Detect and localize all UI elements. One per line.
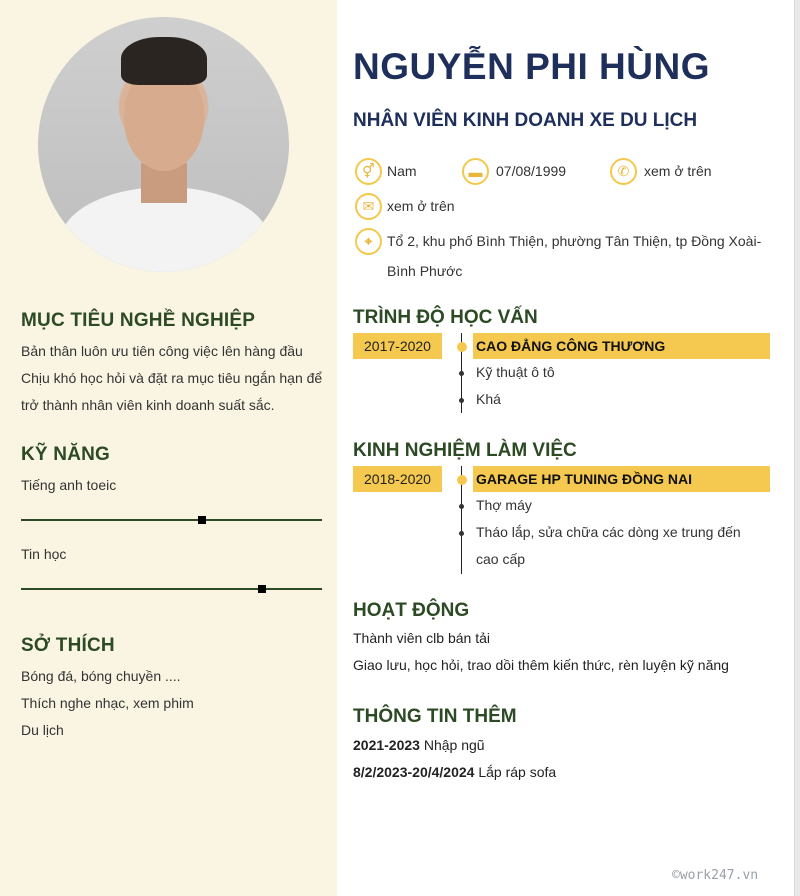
experience-detail: Thợ máy xyxy=(476,497,532,513)
company-name: GARAGE HP TUNING ĐỒNG NAI xyxy=(473,466,770,492)
additional-text: Lắp ráp sofa xyxy=(478,764,557,780)
skill-bar xyxy=(21,519,322,521)
timeline-bullet xyxy=(459,531,464,536)
email-value: xem ở trên xyxy=(387,198,455,214)
experience-period: 2018-2020 xyxy=(353,466,442,492)
hobby-item: Du lịch xyxy=(21,722,64,738)
timeline-dot xyxy=(457,475,467,485)
skill-name: Tin học xyxy=(21,546,67,562)
objective-line: Bản thân luôn ưu tiên công việc lên hàng đầu xyxy=(21,343,303,359)
experience-heading: KINH NGHIỆM LÀM VIỆC xyxy=(353,440,577,461)
timeline-dot xyxy=(457,342,467,352)
education-period: 2017-2020 xyxy=(353,333,442,359)
activities-heading: HOẠT ĐỘNG xyxy=(353,600,470,621)
avatar xyxy=(38,17,289,272)
hobby-item: Thích nghe nhạc, xem phim xyxy=(21,695,194,711)
address-line: Tổ 2, khu phố Bình Thiện, phường Tân Thiện, tp Đồng Xoài- xyxy=(387,233,762,249)
experience-detail: cao cấp xyxy=(476,551,526,567)
education-detail: Kỹ thuật ô tô xyxy=(476,364,555,380)
objective-heading: MỤC TIÊU NGHỀ NGHIỆP xyxy=(21,310,256,331)
additional-item xyxy=(353,762,556,782)
candidate-role: NHÂN VIÊN KINH DOANH XE DU LỊCH xyxy=(353,110,698,131)
activity-item: Thành viên clb bán tải xyxy=(353,630,490,646)
education-heading: TRÌNH ĐỘ HỌC VẤN xyxy=(353,307,538,328)
activity-item: Giao lưu, học hỏi, trao dồi thêm kiến thức, rèn luyện kỹ năng xyxy=(353,657,729,673)
birthdate-value: 07/08/1999 xyxy=(496,163,567,179)
mail-icon: ✉ xyxy=(355,193,382,220)
sidebar xyxy=(0,0,337,896)
additional-period: 8/2/2023-20/4/2024 xyxy=(353,764,475,780)
watermark: ©work247.vn xyxy=(672,868,759,883)
additional-heading: THÔNG TIN THÊM xyxy=(353,706,517,727)
timeline-bullet xyxy=(459,398,464,403)
address-line: Bình Phước xyxy=(387,263,463,279)
map-icon: ⌖ xyxy=(355,228,382,255)
timeline-bullet xyxy=(459,371,464,376)
phone-icon: ✆ xyxy=(610,158,637,185)
gender-value: Nam xyxy=(387,163,417,179)
skill-level-marker xyxy=(198,516,206,524)
objective-line: Chịu khó học hỏi và đặt ra mục tiêu ngắn hạn để xyxy=(21,370,323,386)
additional-text: Nhập ngũ xyxy=(423,737,485,753)
skills-heading: KỸ NĂNG xyxy=(21,444,111,465)
gender-icon: ⚥ xyxy=(355,158,382,185)
experience-detail: Tháo lắp, sửa chữa các dòng xe trung đến xyxy=(476,524,741,540)
education-detail: Khá xyxy=(476,391,501,407)
additional-item xyxy=(353,735,485,755)
additional-period: 2021-2023 xyxy=(353,737,420,753)
birthday-cake-icon: ▬ xyxy=(462,158,489,185)
skill-bar xyxy=(21,588,322,590)
phone-value: xem ở trên xyxy=(644,163,712,179)
hobbies-heading: SỞ THÍCH xyxy=(21,635,115,656)
hobby-item: Bóng đá, bóng chuyền .... xyxy=(21,668,181,684)
school-name: CAO ĐẲNG CÔNG THƯƠNG xyxy=(473,333,770,359)
timeline-bullet xyxy=(459,504,464,509)
skill-level-marker xyxy=(258,585,266,593)
objective-line: trở thành nhân viên kinh doanh suất sắc. xyxy=(21,397,275,413)
skill-name: Tiếng anh toeic xyxy=(21,477,117,493)
candidate-name: NGUYỄN PHI HÙNG xyxy=(353,46,710,87)
